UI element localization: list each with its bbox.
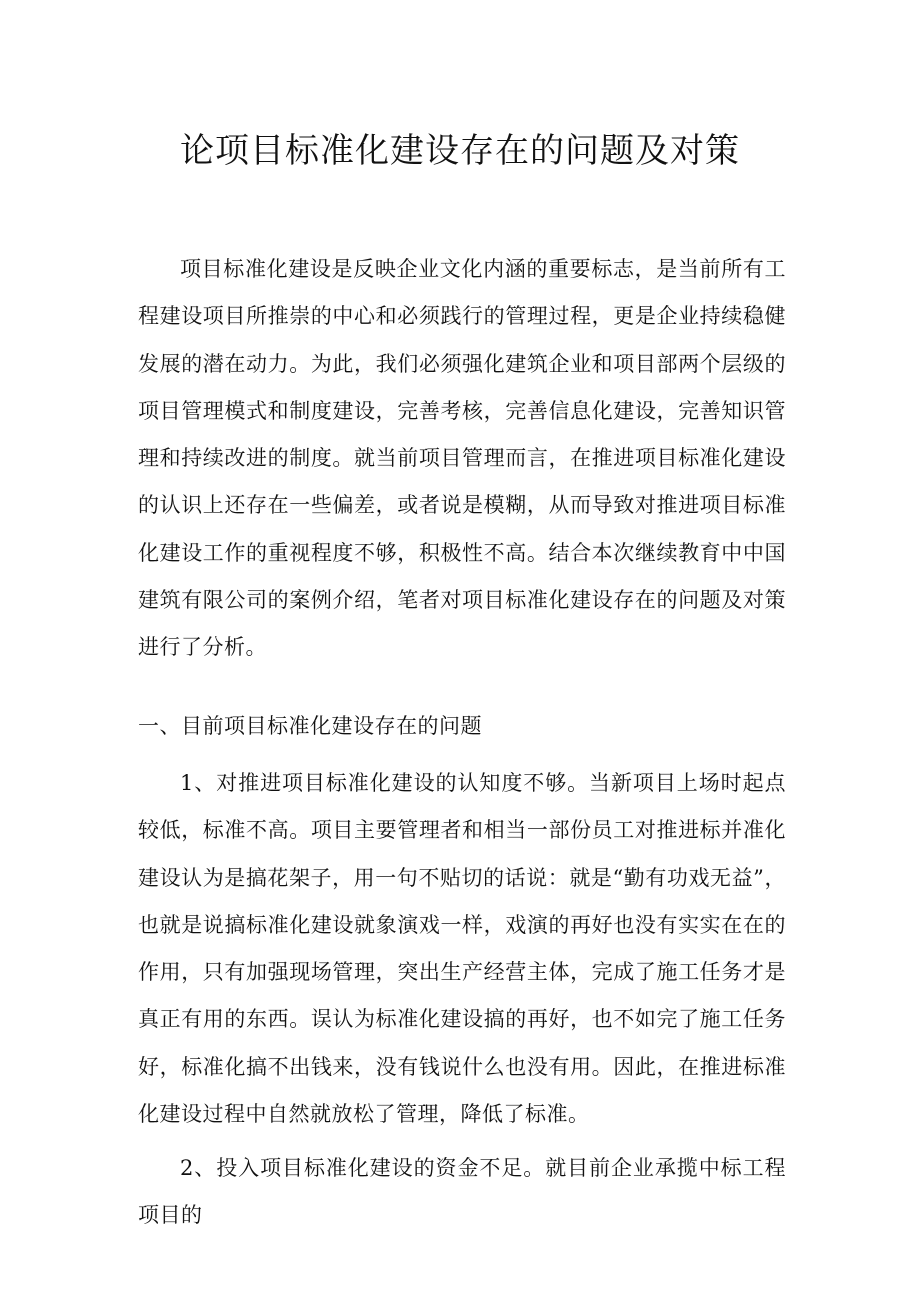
document-title: 论项目标准化建设存在的问题及对策 [180,131,740,171]
problem-item-2: 2、投入项目标准化建设的资金不足。就目前企业承揽中标工程项目的 [138,1156,786,1228]
intro-paragraph: 项目标准化建设是反映企业文化内涵的重要标志，是当前所有工程建设项目所推崇的中心和必须践行的管理过程，更是企业持续稳健发展的潜在动力。为此，我们必须强化建筑企业和项目部两个层级的项目管理模式和制度建设，完善考核，完善信息化建设，完善知识管理和持续改进的制度。就当前项目管理而言，在推进项目标准化建设的认识上还存在一些偏差，或者说是模糊，从而导致对推进项目标准化建设工作的重视程度不够，积极性不高。结合本次继续教育中中国建筑有限公司的案例介绍，笔者对项目标准化建设存在的问题及对策进行了分析。 [138,257,786,660]
section-heading: 一、目前项目标准化建设存在的问题 [138,714,482,738]
problem-item-1: 1、对推进项目标准化建设的认知度不够。当新项目上场时起点较低，标准不高。项目主要管理者和相当一部份员工对推进标并准化建设认为是搞花架子，用一句不贴切的话说：就是“勤有功戏无益”，也就是说搞标准化建设就象演戏一样，戏演的再好也没有实实在在的作用，只有加强现场管理，突出生产经营主体，完成了施工任务才是真正有用的东西。误认为标准化建设搞的再好，也不如完了施工任务好，标准化搞不出钱来，没有钱说什么也没有用。因此，在推进标准化建设过程中自然就放松了管理，降低了标准。 [138,771,786,1127]
